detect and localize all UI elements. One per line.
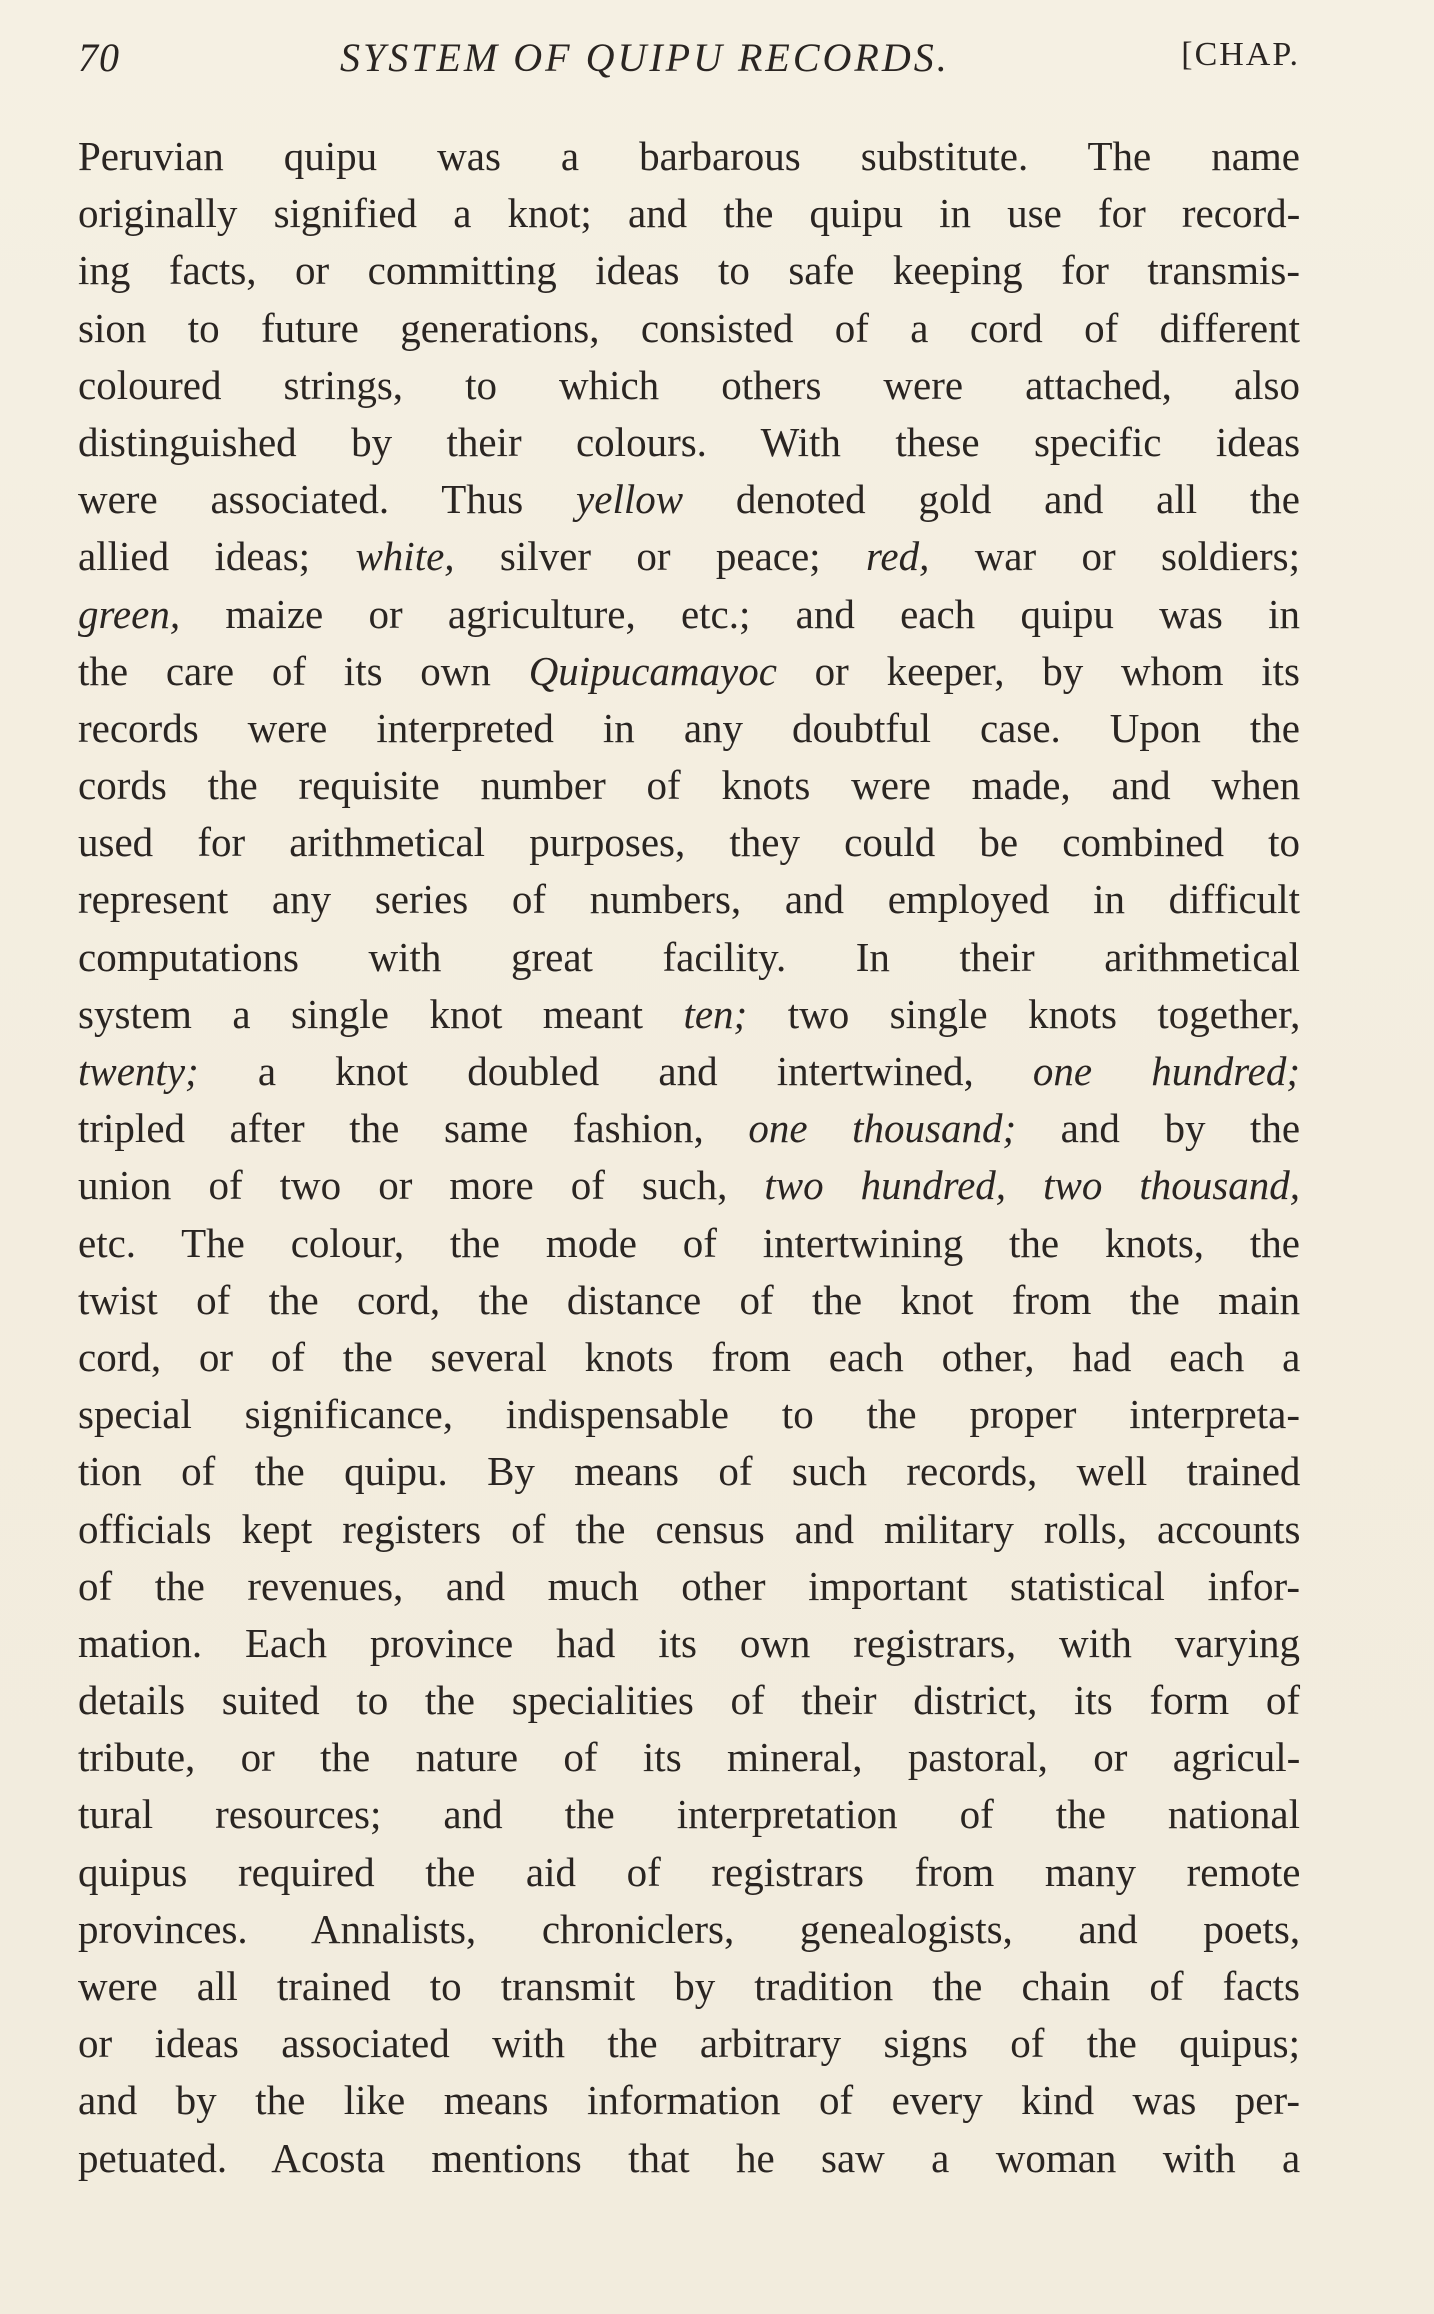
text-segment: tripled after the same fashion,	[78, 1105, 749, 1152]
text-segment: distinguished by their colours. With these specific ideas	[78, 418, 1301, 465]
text-line	[78, 1157, 1300, 1214]
text-segment: computations with great facility. In their arithmetical	[78, 933, 1301, 980]
text-line	[78, 2072, 1300, 2129]
text-line	[78, 814, 1300, 871]
text-line	[78, 929, 1300, 986]
text-line	[78, 2015, 1300, 2072]
text-segment: of the revenues, and much other important statistical infor-	[78, 1562, 1300, 1609]
text-segment: tribute, or the nature of its mineral, pastoral, or agricul-	[78, 1734, 1301, 1781]
text-segment: ing facts, or committing ideas to safe keeping for transmis-	[78, 247, 1300, 294]
text-segment: a knot doubled and intertwined,	[198, 1048, 1033, 1094]
italic-text: red,	[865, 533, 930, 580]
text-segment: were all trained to transmit by tradition the chain of facts	[78, 1963, 1300, 2009]
text-segment: cord, or of the several knots from each other, had each a	[78, 1333, 1301, 1380]
text-line	[78, 1386, 1300, 1443]
text-line	[78, 1100, 1300, 1157]
text-line	[78, 1272, 1300, 1329]
text-segment: the care of its own	[78, 647, 529, 694]
text-segment: Peruvian quipu was a barbarous substitute. The name	[78, 133, 1300, 179]
text-line	[78, 1672, 1300, 1729]
text-segment: tural resources; and the interpretation of the national	[78, 1791, 1300, 1838]
text-segment: cords the requisite number of knots were made, and when	[78, 762, 1301, 809]
text-segment: tion of the quipu. By means of such records, well trained	[78, 1448, 1301, 1495]
text-line	[78, 300, 1300, 357]
text-line	[78, 1215, 1300, 1272]
text-segment: special significance, indispensable to the proper interpreta-	[78, 1391, 1300, 1438]
italic-text: one hundred;	[1032, 1048, 1300, 1094]
text-segment: allied ideas;	[78, 533, 356, 580]
running-title: SYSTEM OF QUIPU RECORDS.	[340, 35, 950, 80]
text-line	[78, 1558, 1300, 1615]
text-line	[78, 242, 1300, 299]
text-segment: denoted gold and all the	[683, 476, 1300, 523]
italic-text: twenty;	[78, 1048, 199, 1094]
running-head	[78, 34, 1300, 94]
text-segment: etc. The colour, the mode of intertwining the knots, the	[78, 1219, 1300, 1266]
italic-text: green,	[78, 590, 181, 637]
text-segment: represent any series of numbers, and employed in difficult	[78, 876, 1300, 923]
italic-text: Quipucamayoc	[528, 647, 777, 694]
text-line	[78, 700, 1300, 757]
text-line	[78, 1615, 1300, 1672]
text-line	[78, 871, 1300, 928]
text-segment: or ideas associated with the arbitrary signs of the quipus;	[78, 2020, 1300, 2067]
body-paragraph	[78, 128, 1300, 2187]
text-segment: and by the	[1016, 1105, 1301, 1152]
text-line	[78, 1043, 1300, 1100]
text-segment: or keeper, by whom its	[776, 647, 1300, 694]
text-line	[78, 986, 1300, 1043]
text-line	[78, 1329, 1300, 1386]
text-segment: were associated. Thus	[78, 476, 577, 523]
text-line	[78, 185, 1300, 242]
text-segment: officials kept registers of the census and military rolls, accounts	[78, 1505, 1301, 1552]
text-line	[78, 1844, 1300, 1901]
text-segment: and by the like means information of every kind was per-	[78, 2077, 1300, 2124]
text-line	[78, 1786, 1300, 1843]
text-line	[78, 1443, 1300, 1500]
text-segment: used for arithmetical purposes, they could be combined to	[78, 819, 1300, 866]
text-line	[78, 1901, 1300, 1958]
text-line	[78, 643, 1300, 700]
text-segment: sion to future generations, consisted of a cord of different	[78, 304, 1300, 351]
text-line	[78, 357, 1300, 414]
chapter-marker: [CHAP.	[1181, 36, 1300, 73]
text-segment: twist of the cord, the distance of the knot from the main	[78, 1276, 1301, 1323]
text-line	[78, 1501, 1300, 1558]
text-line	[78, 471, 1300, 528]
text-segment: coloured strings, to which others were attached, also	[78, 361, 1300, 408]
text-line	[78, 1958, 1300, 2015]
text-segment: two single knots together,	[747, 990, 1301, 1037]
text-line	[78, 528, 1300, 585]
text-line	[78, 1729, 1300, 1786]
text-segment: provinces. Annalists, chroniclers, genealogists, and poets,	[78, 1905, 1301, 1952]
text-line	[78, 414, 1300, 471]
italic-text: white,	[355, 533, 455, 580]
text-segment: war or soldiers;	[929, 533, 1300, 580]
italic-text: ten;	[683, 990, 748, 1037]
italic-text: two hundred, two thousand,	[764, 1162, 1300, 1209]
text-segment: mation. Each province had its own registrars, with varying	[78, 1619, 1300, 1666]
text-segment: details suited to the specialities of their district, its form of	[78, 1677, 1300, 1724]
italic-text: one thousand;	[748, 1105, 1017, 1152]
text-segment: originally signified a knot; and the quipu in use for record-	[78, 190, 1301, 237]
text-segment: maize or agriculture, etc.; and each quipu was in	[180, 590, 1300, 637]
text-segment: petuated. Acosta mentions that he saw a woman with a	[78, 2134, 1301, 2181]
text-line	[78, 128, 1300, 185]
text-segment: silver or peace;	[454, 533, 866, 580]
text-line	[78, 757, 1300, 814]
text-segment: records were interpreted in any doubtful case. Upon the	[78, 704, 1300, 751]
text-line	[78, 2130, 1300, 2187]
page-number: 70	[78, 35, 120, 80]
text-segment: quipus required the aid of registrars from many remote	[78, 1848, 1301, 1895]
italic-text: yellow	[576, 476, 684, 523]
text-line	[78, 586, 1300, 643]
text-segment: union of two or more of such,	[78, 1162, 765, 1209]
text-segment: system a single knot meant	[78, 990, 684, 1037]
